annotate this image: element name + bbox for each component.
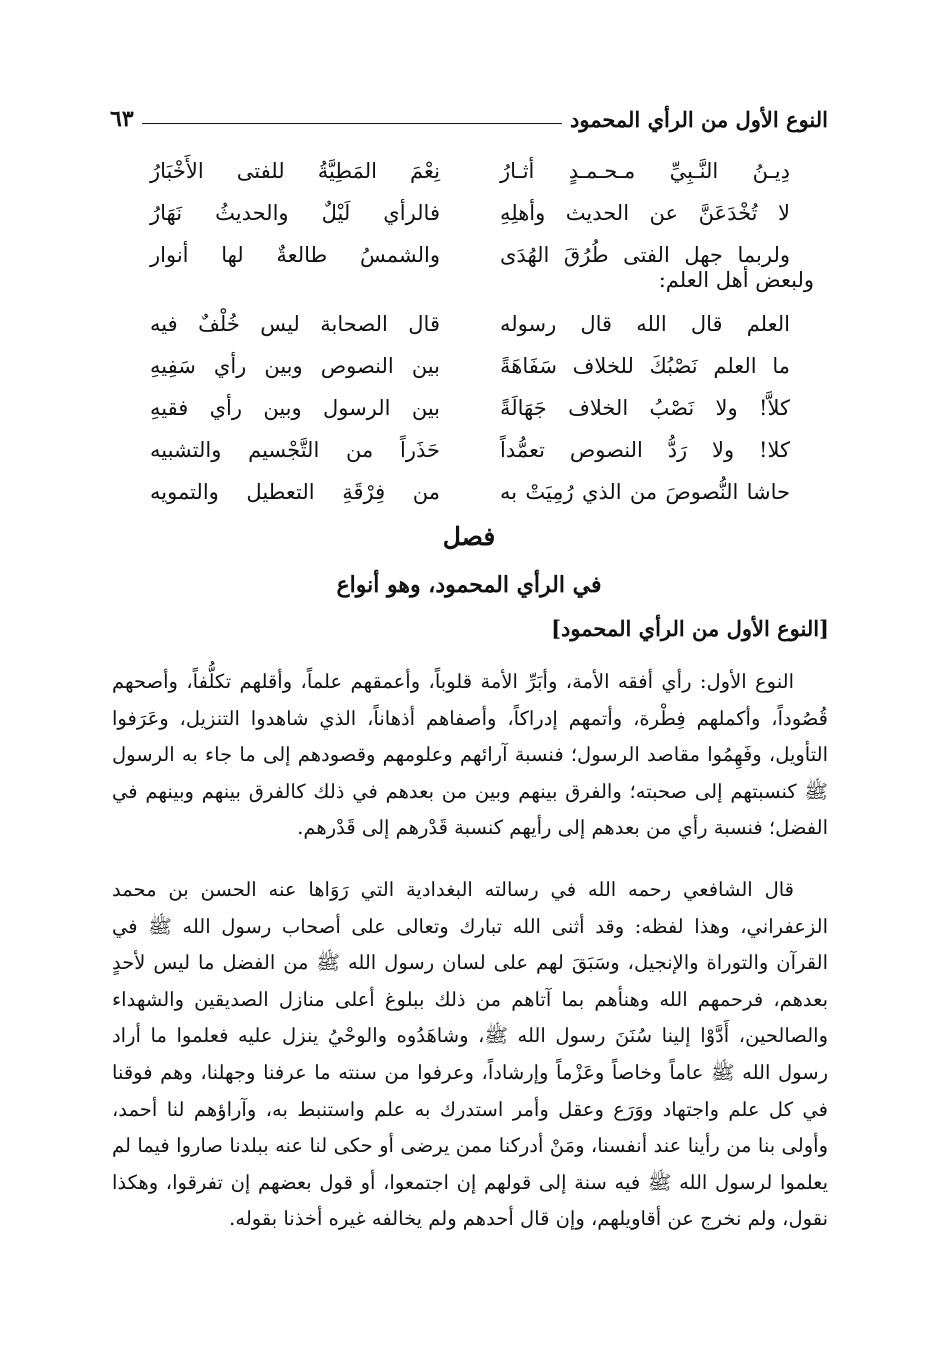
verse-first-hemistich: دِيـنُ النَّـبِيِّ مـحـمـدٍ أثـارُ: [500, 159, 790, 183]
verse-first-hemistich: كلا! ولا رَدُّ النصوص تعمُّداً: [500, 438, 790, 462]
verse-first-hemistich: كلاَّ! ولا نَصْبُ الخلاف جَهَالَةً: [500, 396, 790, 420]
poem-verse: [150, 303, 790, 345]
page-number: ٦٣: [110, 106, 134, 132]
poem-verse: [150, 471, 790, 513]
paragraph-text: قال الشافعي رحمه الله في رسالته البغدادية التي رَوَاها عنه الحسن بن محمد الزعفراني، وهذا لفظه: وقد أثنى الله تبارك وتعالى على أصحاب رسول الله ﷺ في القرآن والتوراة والإنجيل، وسَبَقَ لهم على لسان رسول الله ﷺ من الفضل ما ليس لأحدٍ بعدهم، فرحمهم الله وهنأهم بما آتاهم من ذلك ببلوغ أعلى منازل الصديقين والشهداء والصالحين، أَدَّوْا إلينا سُنَنَ رسول الله ﷺ، وشاهَدُوه والوحْيُ ينزل عليه فعلموا ما أراد رسول الله ﷺ عاماً وخاصاً وعَزْماً وإرشاداً، وعرفوا من سنته ما عرفنا وجهلنا، وهم فوقنا في كل علم واجتهاد ووَرَع وعقل وأمر استدرك به علم واستنبط به، وآراؤهم لنا أحمد، وأولى بنا من رأينا عند أنفسنا، ومَنْ أدركنا ممن يرضى أو حكى لنا عنه ببلدنا صاروا فيما لم يعلموا لرسول الله ﷺ فيه سنة إلى قولهم إن اجتمعوا، أو قول بعضهم إن تفرقوا، وهكذا نقول، ولم نخرج عن أقاويلهم، وإن قال أحدهم ولم يخالفه غيره أخذنا بقوله.: [112, 878, 828, 1231]
verse-second-hemistich: حَذَراً من التَّجْسيم والتشبيه: [150, 438, 440, 462]
section-heading: فصل: [442, 522, 496, 551]
poem-verse: [150, 150, 790, 192]
poem-block-2: [150, 303, 790, 513]
running-header-title: النوع الأول من الرأي المحمود: [570, 107, 828, 132]
verse-first-hemistich: حاشا النُّصوصَ من الذي رُمِيَتْ به: [500, 480, 790, 504]
poem-verse: [150, 429, 790, 471]
header-rule: [142, 123, 562, 124]
verse-second-hemistich: بين النصوص وبين رأي سَفِيهِ: [150, 354, 440, 378]
running-header: [110, 98, 828, 132]
verse-second-hemistich: فالرأي لَيْلٌ والحديثُ نَهَارُ: [150, 201, 440, 225]
poem-block-1: [150, 150, 790, 276]
paragraph-text: النوع الأول: رأي أفقه الأمة، وأبَرِّ الأمة قلوباً، وأعمقهم علماً، وأقلهم تكلُّفاً، وأصحهم قُصُوداً، وأكملهم فِطْرة، وأتمهم إدراكاً، وأصفاهم أذهاناً، الذي شاهدوا التنزيل، وعَرَفوا التأويل، وفَهِمُوا مقاصد الرسول؛ فنسبة آرائهم وعلومهم وقصودهم إلى ما جاء به الرسول ﷺ كنسبتهم إلى صحبته؛ والفرق بينهم وبين من بعدهم في ذلك كالفرق بينهم وبينهم في الفضل؛ فنسبة رأي من بعدهم إلى رأيهم كنسبة قَدْرهم إلى قَدْرهم.: [112, 670, 828, 840]
poem-verse: [150, 345, 790, 387]
verse-first-hemistich: العلم قال الله قال رسوله: [500, 312, 790, 336]
poem-intro-line: ولبعض أهل العلم:: [658, 268, 814, 292]
verse-second-hemistich: بين الرسول وبين رأي فقيهِ: [150, 396, 440, 420]
verse-second-hemistich: والشمسُ طالعةٌ لها أنوار: [150, 243, 440, 267]
section-subtitle: في الرأي المحمود، وهو أنواع: [336, 572, 602, 598]
verse-second-hemistich: قال الصحابة ليس خُلْفٌ فيه: [150, 312, 440, 336]
verse-first-hemistich: لا تُخْدَعَنَّ عن الحديث وأهلِهِ: [500, 201, 790, 225]
subsection-heading: [النوع الأول من الرأي المحمود]: [551, 616, 829, 641]
verse-first-hemistich: ولربما جهل الفتى طُرُقَ الهُدَى: [500, 243, 790, 267]
poem-verse: [150, 192, 790, 234]
verse-second-hemistich: من فِرْقَةِ التعطيل والتمويه: [150, 480, 440, 504]
paragraph-2: [112, 872, 828, 1238]
poem-verse: [150, 387, 790, 429]
verse-second-hemistich: نِعْمَ المَطِيَّةُ للفتى الأَخْبَارُ: [150, 159, 440, 183]
paragraph-1: [112, 664, 828, 847]
verse-first-hemistich: ما العلم نَصْبُكَ للخلاف سَفَاهَةً: [500, 354, 790, 378]
